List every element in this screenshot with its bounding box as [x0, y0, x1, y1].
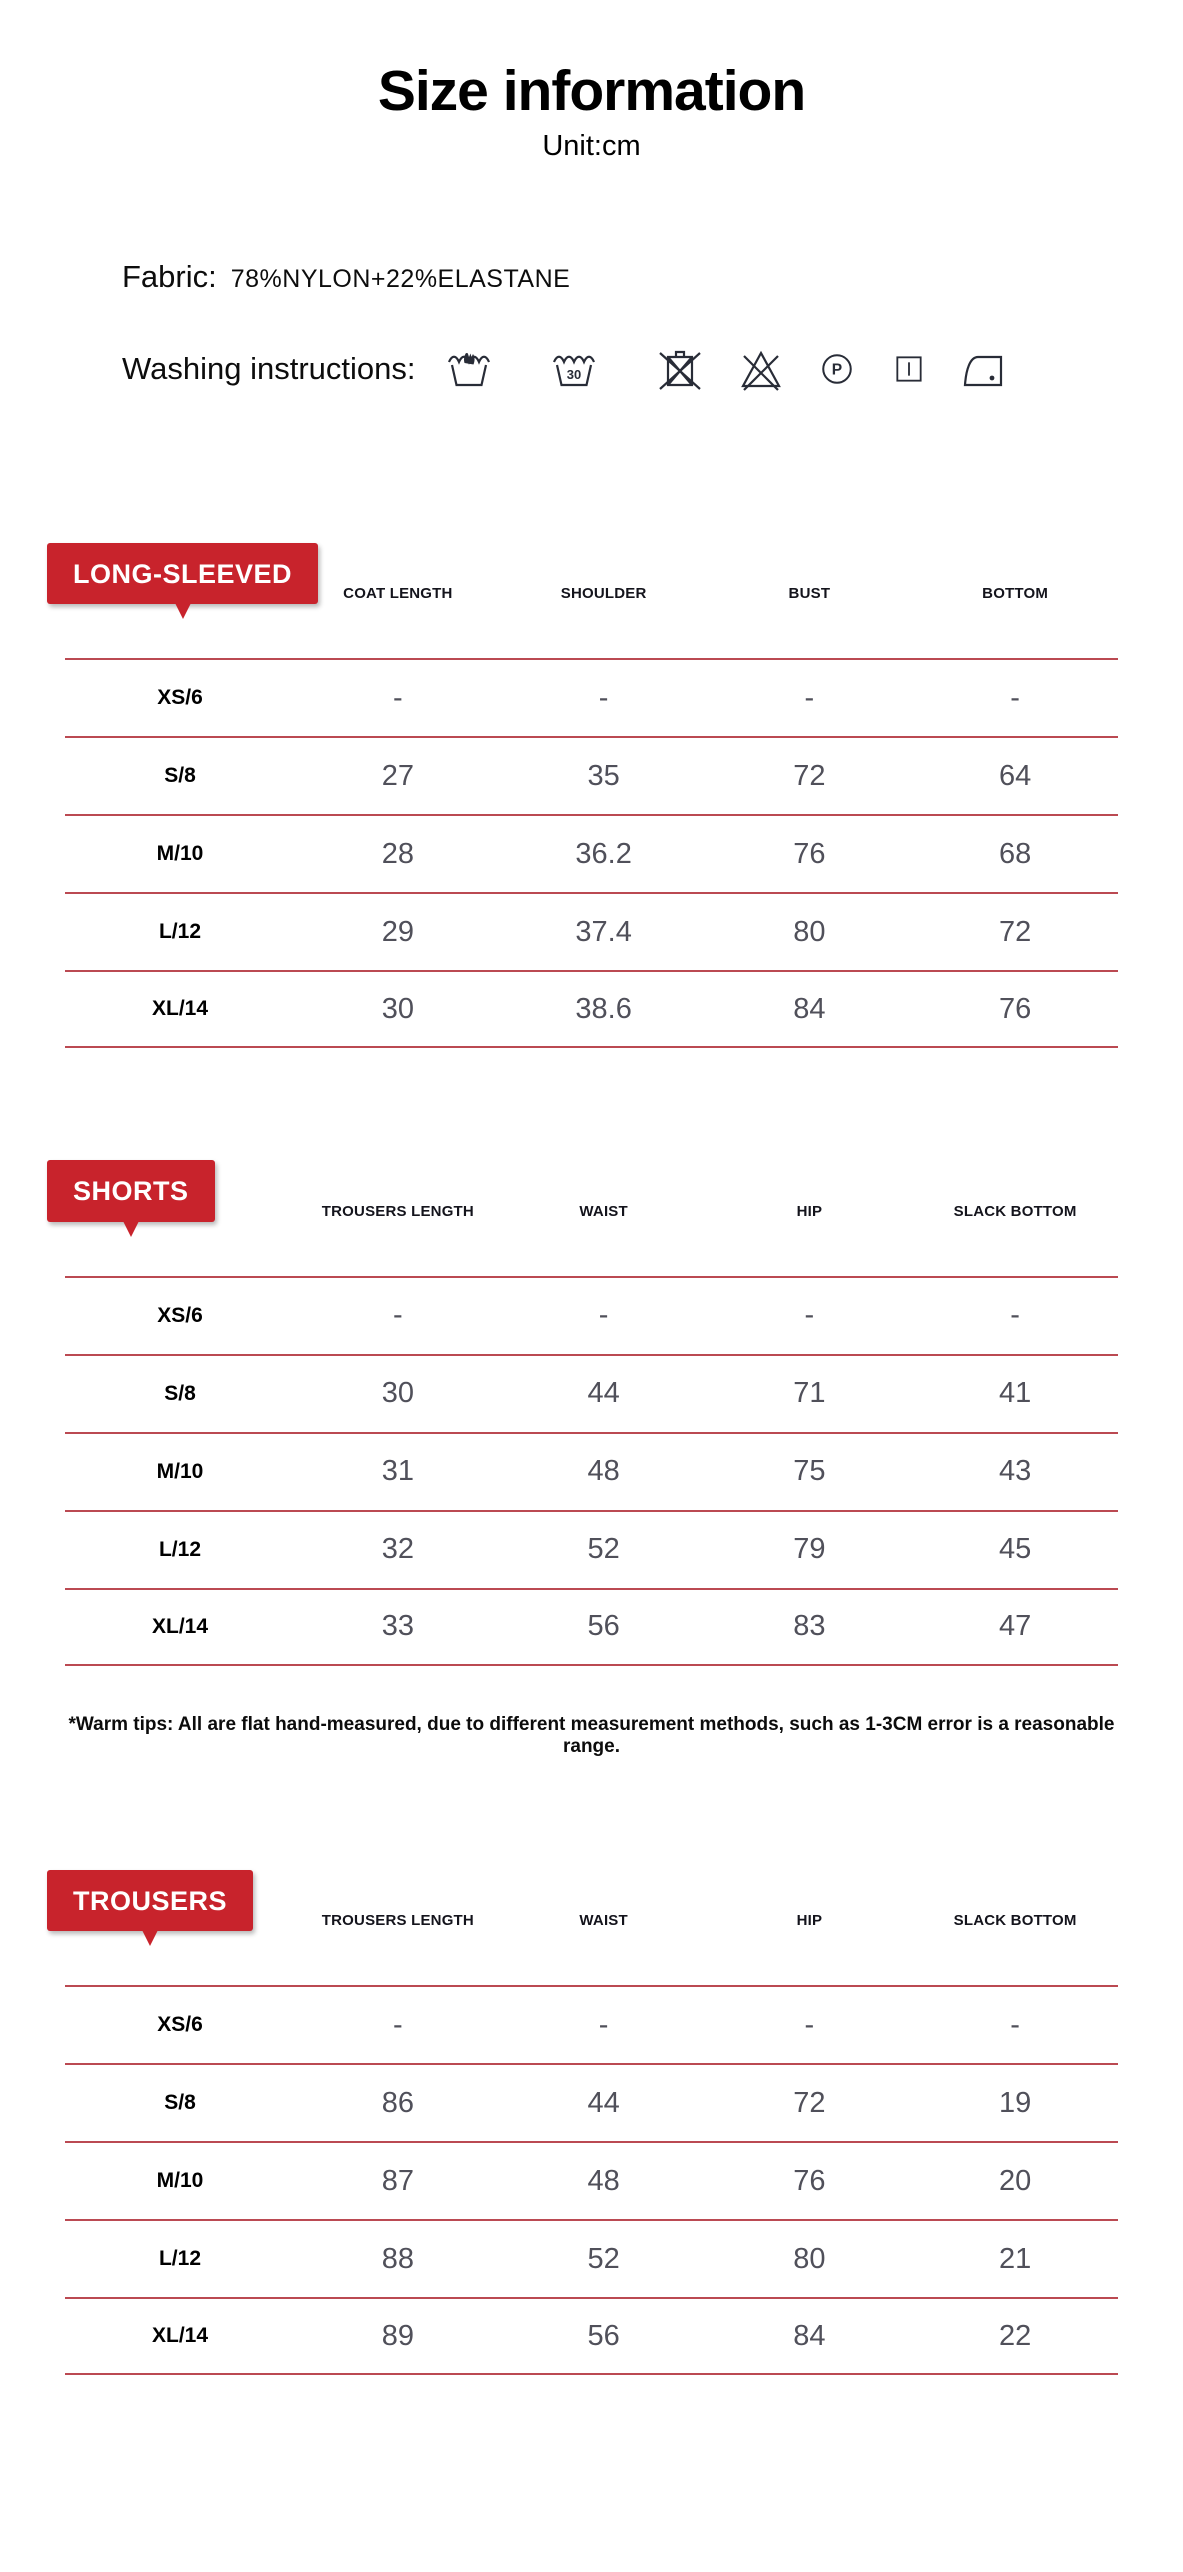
- column-header-waist: WAIST: [579, 1912, 628, 1930]
- measure-value: -: [598, 1299, 609, 1332]
- measure-value: 21: [998, 2242, 1032, 2275]
- measure-value: 38.6: [575, 992, 632, 1025]
- measure-value: -: [804, 2008, 815, 2041]
- warm-tips-note: *Warm tips: All are flat hand-measured, due to different measurement methods, such as 1-3CM error is a reasonable range.: [68, 1713, 1115, 1757]
- measure-value: 32: [381, 1533, 414, 1566]
- table-row: [65, 658, 1118, 736]
- size-label: L/12: [158, 920, 202, 944]
- column-header-trousers-length: TROUSERS LENGTH: [321, 1202, 474, 1220]
- table-row: [65, 736, 1118, 814]
- measure-value: -: [1010, 1299, 1020, 1332]
- shorts-badge: SHORTS: [47, 1160, 215, 1221]
- long-sleeved-badge: LONG-SLEEVED: [47, 543, 318, 604]
- washing-instructions-label: Washing instructions:: [122, 351, 416, 386]
- long-sleeved-section: [65, 543, 1118, 1048]
- table-row: [65, 2141, 1118, 2219]
- size-label: XS/6: [157, 686, 203, 710]
- care-icons: [443, 345, 1007, 393]
- table-row: [65, 814, 1118, 892]
- wash-temp-text: 30: [567, 367, 582, 382]
- table-row: [65, 1985, 1118, 2063]
- table-row: [65, 1510, 1118, 1588]
- size-label: XL/14: [151, 1614, 209, 1638]
- size-label: S/8: [164, 1381, 196, 1405]
- column-header-slack-bottom: SLACK BOTTOM: [953, 1202, 1077, 1220]
- column-header-coat-length: COAT LENGTH: [343, 585, 453, 603]
- size-label: XS/6: [157, 1303, 203, 1327]
- measure-value: 72: [793, 2086, 826, 2119]
- trousers-badge: TROUSERS: [47, 1870, 253, 1931]
- column-header-bottom: BOTTOM: [982, 585, 1049, 603]
- size-label: S/8: [164, 764, 196, 788]
- measure-value: -: [804, 1299, 815, 1332]
- fabric-value: 78%NYLON+22%ELASTANE: [230, 265, 571, 293]
- measure-value: 44: [587, 2086, 620, 2119]
- table-row: [65, 1432, 1118, 1510]
- column-header-hip: HIP: [796, 1912, 823, 1930]
- iron-low-heat-icon: [959, 345, 1007, 393]
- measure-value: -: [393, 681, 403, 714]
- measure-value: 80: [793, 2242, 826, 2275]
- trousers-header: [65, 1870, 1118, 1985]
- size-label: XL/14: [151, 997, 209, 1021]
- measure-value: 76: [793, 2164, 826, 2197]
- do-not-wring-icon: [653, 345, 707, 393]
- measure-value: -: [598, 2008, 609, 2041]
- measure-value: 45: [998, 1533, 1032, 1566]
- measure-value: 89: [381, 2319, 414, 2352]
- column-header-bust: BUST: [788, 585, 831, 603]
- measure-value: 87: [381, 2164, 414, 2197]
- measure-value: 31: [381, 1455, 414, 1488]
- size-label: XL/14: [151, 2324, 209, 2348]
- measure-value: 72: [793, 759, 826, 792]
- column-header-slack-bottom: SLACK BOTTOM: [953, 1912, 1077, 1930]
- hand-wash-icon: [443, 345, 495, 393]
- measure-value: 37.4: [575, 915, 632, 948]
- page-title: Size information: [377, 59, 806, 123]
- measure-value: 64: [998, 759, 1032, 792]
- size-label: M/10: [156, 2169, 204, 2193]
- measure-value: 27: [381, 759, 414, 792]
- measure-value: 48: [587, 1455, 620, 1488]
- measure-value: 56: [587, 1610, 620, 1643]
- measure-value: -: [1010, 2008, 1020, 2041]
- table-row: [65, 892, 1118, 970]
- measure-value: 19: [998, 2086, 1032, 2119]
- measure-value: 22: [998, 2319, 1032, 2352]
- unit-label: Unit:cm: [542, 130, 641, 162]
- measure-value: 29: [381, 915, 414, 948]
- machine-wash-30-icon: [543, 345, 605, 393]
- size-label: XS/6: [157, 2013, 203, 2037]
- measure-value: 80: [793, 915, 826, 948]
- measure-value: 76: [998, 992, 1032, 1025]
- measure-value: -: [393, 2008, 403, 2041]
- size-information-sheet: [0, 58, 1183, 2375]
- long-sleeved-header: [65, 543, 1118, 658]
- size-label: L/12: [158, 1537, 202, 1561]
- measure-value: 20: [998, 2164, 1032, 2197]
- size-label: M/10: [156, 842, 204, 866]
- dry-clean-p-icon: [815, 345, 859, 393]
- washing-row: [122, 345, 1183, 393]
- measure-value: -: [1010, 681, 1020, 714]
- column-header-shoulder: SHOULDER: [560, 585, 647, 603]
- size-label: M/10: [156, 1459, 204, 1483]
- measure-value: 36.2: [575, 837, 632, 870]
- measure-value: -: [393, 1299, 403, 1332]
- measure-value: 71: [793, 1377, 826, 1410]
- fabric-label: Fabric:: [122, 259, 217, 294]
- measure-value: 41: [998, 1377, 1032, 1410]
- shorts-section: [65, 1160, 1118, 1665]
- trousers-section: [65, 1870, 1118, 2375]
- measure-value: 79: [793, 1533, 826, 1566]
- table-row: [65, 1276, 1118, 1354]
- measure-value: 84: [793, 2319, 826, 2352]
- column-header-hip: HIP: [796, 1202, 823, 1220]
- measure-value: 43: [998, 1455, 1032, 1488]
- drip-dry-icon: [889, 345, 929, 393]
- measure-value: 84: [793, 992, 826, 1025]
- table-row: [65, 1588, 1118, 1666]
- measure-value: -: [598, 681, 609, 714]
- table-row: [65, 2219, 1118, 2297]
- measure-value: 75: [793, 1455, 826, 1488]
- measure-value: 44: [587, 1377, 620, 1410]
- measure-value: 28: [381, 837, 414, 870]
- measure-value: 52: [587, 1533, 620, 1566]
- measure-value: 30: [381, 1377, 414, 1410]
- measure-value: -: [804, 681, 815, 714]
- measure-value: 33: [381, 1610, 414, 1643]
- shorts-header: [65, 1160, 1118, 1275]
- size-label: S/8: [164, 2091, 196, 2115]
- table-row: [65, 1354, 1118, 1432]
- table-row: [65, 2063, 1118, 2141]
- measure-value: 86: [381, 2086, 414, 2119]
- measure-value: 48: [587, 2164, 620, 2197]
- table-row: [65, 970, 1118, 1048]
- fabric-row: [122, 259, 1183, 295]
- measure-value: 47: [998, 1610, 1032, 1643]
- dry-clean-letter-text: P: [832, 361, 843, 379]
- measure-value: 88: [381, 2242, 414, 2275]
- measure-value: 76: [793, 837, 826, 870]
- measure-value: 68: [998, 837, 1032, 870]
- measure-value: 30: [381, 992, 414, 1025]
- do-not-bleach-icon: [737, 345, 785, 393]
- measure-value: 35: [587, 759, 620, 792]
- measure-value: 56: [587, 2319, 620, 2352]
- measure-value: 72: [998, 915, 1032, 948]
- measure-value: 52: [587, 2242, 620, 2275]
- column-header-trousers-length: TROUSERS LENGTH: [321, 1912, 474, 1930]
- measure-value: 83: [793, 1610, 826, 1643]
- size-label: L/12: [158, 2247, 202, 2271]
- column-header-waist: WAIST: [579, 1202, 628, 1220]
- table-row: [65, 2297, 1118, 2375]
